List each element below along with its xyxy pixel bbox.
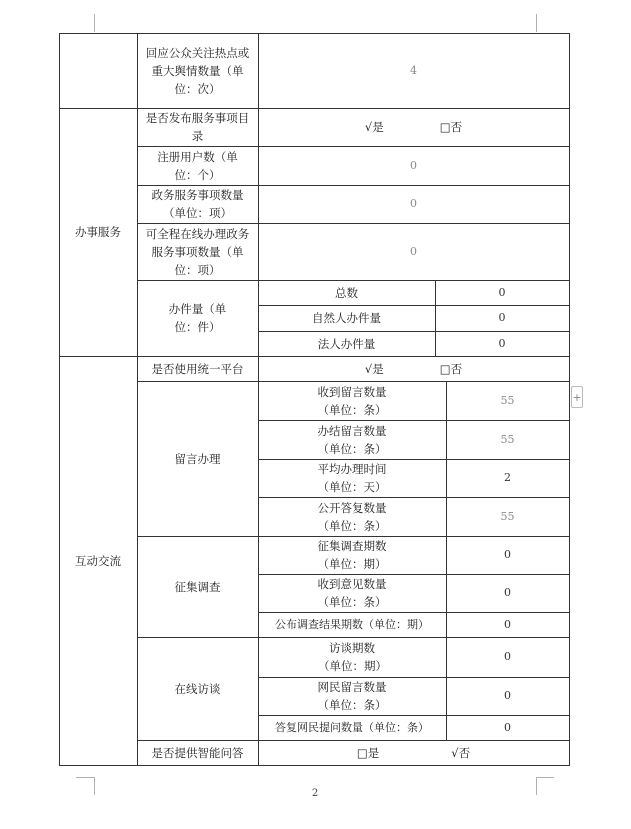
unified-options (258, 356, 569, 381)
check-icon: √ (364, 361, 373, 376)
interview-answers-label: 答复网民提问数量（单位：条） (275, 720, 429, 734)
interview-answers-value: 0 (504, 720, 511, 734)
crop-mark (536, 777, 537, 795)
smartqa-yes-label: 是 (367, 745, 380, 760)
check-icon: √ (451, 745, 459, 760)
crop-mark (94, 14, 95, 32)
online-label: 可全程在线办理政务服务事项数量（单位：项） (145, 226, 250, 277)
catalog-no-label: 否 (450, 120, 463, 134)
checkbox-icon[interactable]: □ (439, 120, 451, 134)
smartqa-label: 是否提供智能问答 (151, 745, 244, 760)
survey-opinions-value: 0 (504, 586, 511, 599)
items-label: 政务服务事项数量（单位：项） (151, 188, 244, 220)
message-group-label: 留言办理 (174, 451, 221, 466)
handled-total-label: 总数 (335, 285, 358, 300)
interview-periods-value: 0 (504, 650, 511, 663)
page-number: 2 (311, 788, 319, 799)
survey-periods-label: 征集调查期数（单位：期） (317, 539, 387, 571)
survey-results-label: 公布调查结果期数（单位：期） (275, 617, 429, 631)
smartqa-no-label: 否 (458, 745, 471, 760)
survey-opinions-label: 收到意见数量（单位：条） (317, 577, 387, 609)
expand-icon[interactable]: + (571, 386, 583, 408)
crop-mark (536, 14, 537, 32)
msg-public-label: 公开答复数量（单位：条） (317, 500, 387, 533)
msg-done-value: 55 (500, 432, 515, 446)
section-service: 办事服务 (75, 225, 121, 239)
survey-periods-value: 0 (504, 548, 511, 561)
smartqa-options (258, 740, 569, 765)
crop-mark (94, 777, 95, 795)
handled-legal-label: 法人办件量 (317, 336, 376, 351)
unified-label: 是否使用统一平台 (151, 361, 244, 376)
interview-msgs-value: 0 (504, 689, 511, 702)
catalog-label: 是否发布服务事项目录 (145, 111, 250, 143)
section-interaction: 互动交流 (75, 553, 121, 568)
handled-person-value: 0 (498, 311, 506, 324)
registered-label: 注册用户数（单位：个） (157, 149, 238, 182)
handled-person-label: 自然人办件量 (312, 311, 381, 325)
survey-group-label: 征集调查 (174, 579, 221, 594)
check-icon: √ (364, 120, 373, 134)
online-value: 0 (410, 244, 417, 258)
catalog-options (258, 108, 569, 146)
hotspot-value: 4 (410, 63, 417, 77)
msg-time-value: 2 (504, 471, 511, 484)
handled-legal-value: 0 (498, 336, 506, 350)
items-value: 0 (410, 197, 417, 210)
registered-value: 0 (410, 158, 417, 172)
unified-yes-label: 是 (372, 361, 384, 376)
catalog-yes-label: 是 (372, 120, 384, 134)
crop-mark (76, 777, 94, 778)
handled-total-value: 0 (498, 285, 506, 299)
checkbox-icon[interactable]: □ (439, 361, 451, 376)
interview-group-label: 在线访谈 (174, 681, 221, 696)
unified-no-label: 否 (450, 361, 463, 376)
handled-label: 办件量（单位：件） (168, 302, 227, 334)
msg-public-value: 55 (500, 509, 515, 523)
checkbox-icon[interactable]: □ (356, 745, 368, 760)
survey-results-value: 0 (504, 617, 511, 631)
interview-periods-label: 访谈期数（单位：期） (318, 641, 387, 673)
msg-received-value: 55 (500, 393, 515, 407)
msg-time-label: 平均办理时间（单位：天） (317, 462, 387, 494)
crop-mark (536, 777, 554, 778)
msg-received-label: 收到留言数量（单位：条） (317, 384, 387, 417)
hotspot-label: 回应公众关注热点或重大舆情数量（单位：次） (145, 45, 250, 96)
interview-msgs-label: 网民留言数量（单位：条） (317, 680, 387, 712)
msg-done-label: 办结留言数量（单位：条） (317, 423, 387, 456)
